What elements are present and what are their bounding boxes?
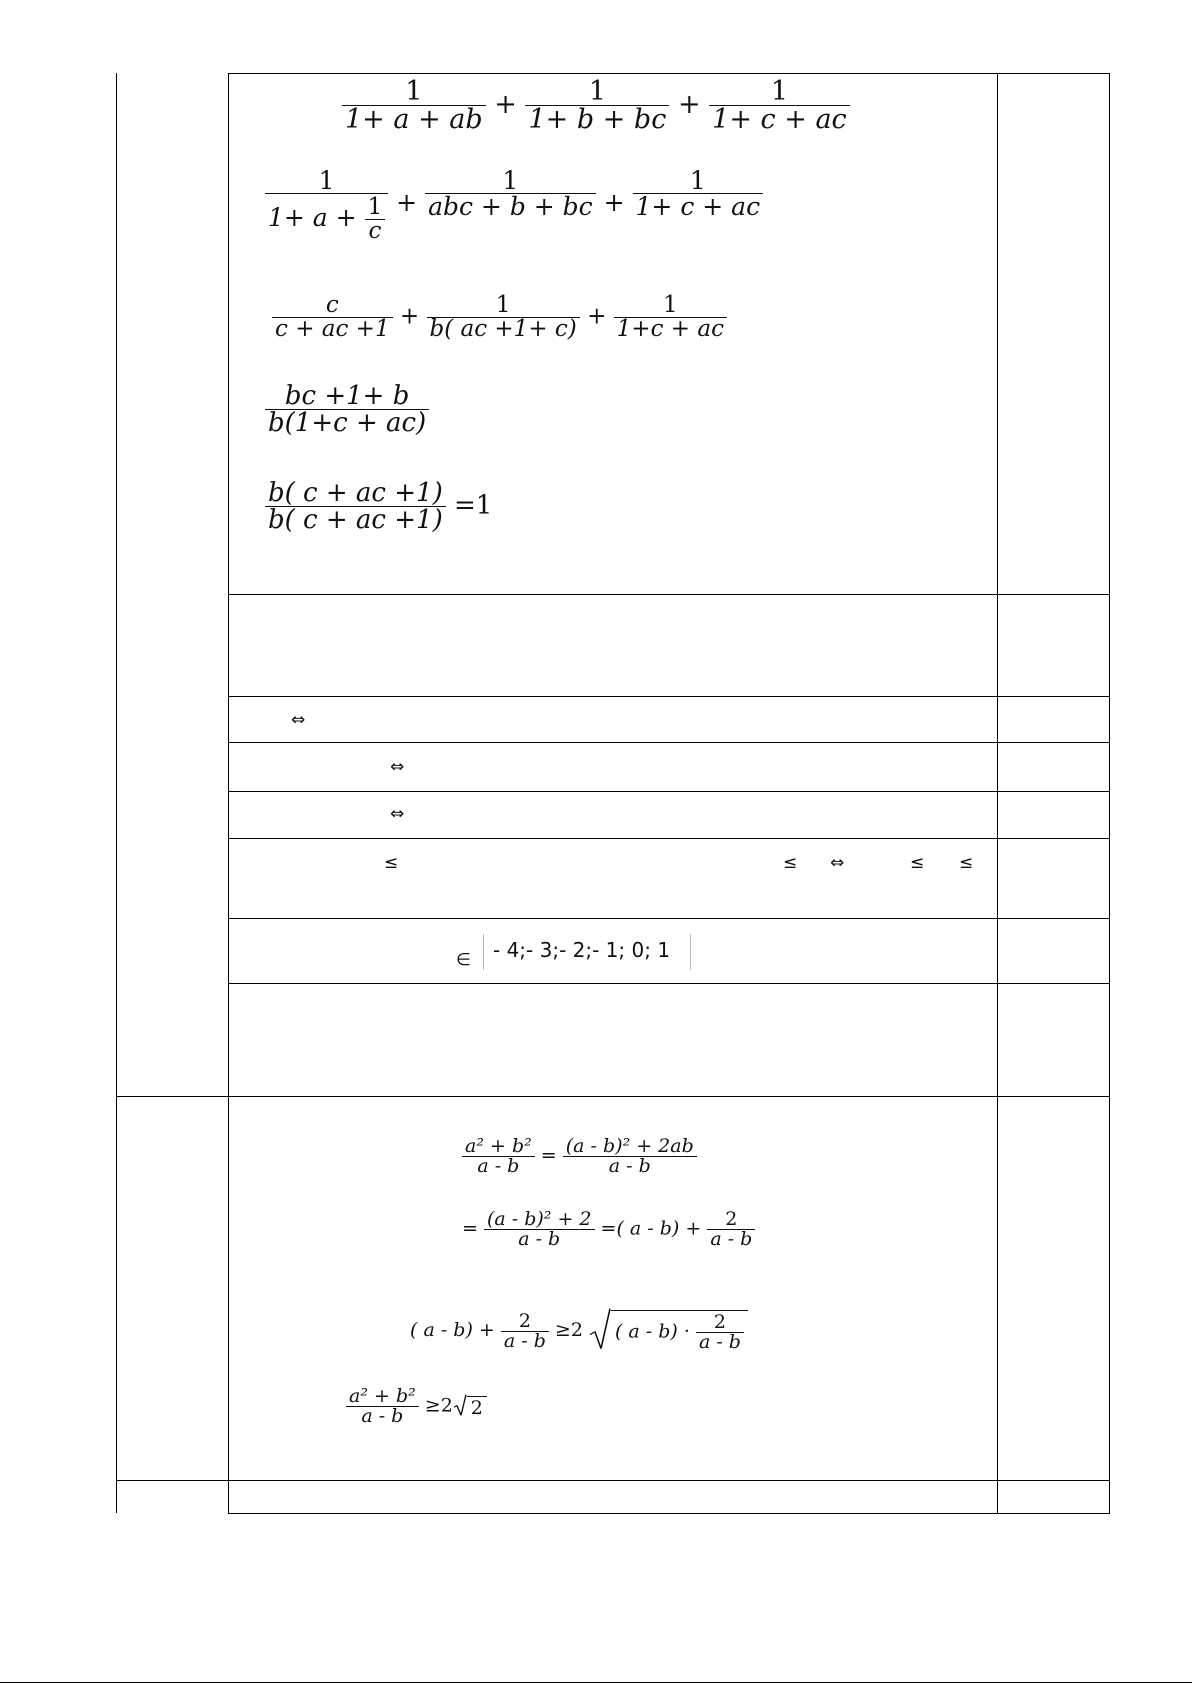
row-line-2 <box>228 696 1110 697</box>
le-symbol: ≤ <box>384 853 399 873</box>
numerator: a² + b² <box>346 1387 419 1407</box>
denominator-text: 1+ a + <box>268 203 357 232</box>
ge-sign: ≥2 <box>424 1394 453 1417</box>
denominator: 1+ c + ac <box>712 104 847 135</box>
fraction <box>707 1210 755 1249</box>
row-line-3 <box>228 742 1110 743</box>
radical-sign-icon <box>453 1394 467 1416</box>
fraction <box>272 294 393 341</box>
numerator: bc +1+ b <box>265 383 429 410</box>
denominator: b( ac +1+ c) <box>429 316 577 342</box>
fraction <box>425 168 596 219</box>
column-divider-2 <box>997 73 998 1513</box>
fraction <box>484 1210 595 1249</box>
fraction <box>614 294 727 341</box>
equation-line-1 <box>342 78 850 133</box>
fraction <box>427 294 580 341</box>
denominator: 1+c + ac <box>616 316 724 342</box>
final-inequality <box>346 1387 487 1426</box>
radicand <box>611 1310 748 1352</box>
nested-fraction <box>365 196 386 243</box>
denominator: 1+ b + bc <box>528 104 667 135</box>
expression: ( a - b) · <box>614 1320 690 1343</box>
numerator: 1 <box>425 168 596 194</box>
denominator: 1+ c + ac <box>635 192 761 221</box>
numerator: a² + b² <box>462 1137 535 1157</box>
numerator: (a - b)² + 2 <box>484 1210 595 1230</box>
plus-sign: + <box>396 188 418 217</box>
fraction <box>265 383 429 436</box>
denominator: b(1+c + ac) <box>268 408 427 438</box>
square-root <box>589 1310 748 1352</box>
fraction <box>462 1137 535 1176</box>
left-border-line <box>116 73 117 1513</box>
row-line-6 <box>228 918 1110 919</box>
denominator: c <box>368 218 382 244</box>
fraction <box>265 480 446 533</box>
numerator: 1 <box>342 78 486 106</box>
set-right-bracket <box>690 934 691 970</box>
numerator: (a - b)² + 2ab <box>563 1137 697 1157</box>
denominator: a - b <box>518 1228 561 1250</box>
plus-sign: + <box>677 89 701 120</box>
iff-symbol: ⇔ <box>291 710 306 730</box>
equation-line-2 <box>265 168 763 243</box>
le-symbol: ≤ <box>910 853 925 873</box>
fraction <box>265 168 388 243</box>
denominator: a - b <box>698 1331 741 1353</box>
plus-sign: + <box>399 303 420 330</box>
plus-sign: + <box>603 188 625 217</box>
equation-line-4 <box>265 383 429 436</box>
iff-symbol: ⇔ <box>390 757 405 777</box>
fraction <box>346 1387 419 1426</box>
denominator: a - b <box>361 1405 404 1427</box>
row-line-7 <box>228 983 1110 984</box>
fraction <box>501 1309 549 1352</box>
row-line-5 <box>228 838 1110 839</box>
numerator: b( c + ac +1) <box>265 480 446 507</box>
row-line-bottom <box>228 1513 1110 1514</box>
plus-sign: + <box>587 303 607 330</box>
fraction <box>709 78 850 133</box>
numerator: 1 <box>709 78 850 106</box>
iff-symbol: ⇔ <box>830 853 845 873</box>
fraction <box>696 1313 744 1352</box>
expression: ( a - b) + <box>410 1319 495 1341</box>
denominator: abc + b + bc <box>428 192 593 221</box>
numerator: 1 <box>633 168 764 194</box>
denominator: b( c + ac +1) <box>268 505 443 535</box>
identity-line-2 <box>462 1210 755 1249</box>
square-root <box>453 1396 487 1418</box>
numerator: 1 <box>525 78 669 106</box>
page-bottom-rule <box>0 1682 1192 1683</box>
numerator: 1 <box>265 168 388 194</box>
row-line-1 <box>228 594 1110 595</box>
denominator: c + ac +1 <box>275 316 390 342</box>
equals-sign: = <box>540 1144 557 1167</box>
row-line-top <box>228 73 1110 74</box>
equation-line-5 <box>265 480 492 533</box>
identity-line-1 <box>462 1137 697 1176</box>
denominator: a - b <box>477 1155 520 1177</box>
denominator <box>265 194 388 243</box>
denominator: a - b <box>710 1228 753 1250</box>
row-line-4 <box>228 791 1110 792</box>
le-symbol: ≤ <box>959 853 974 873</box>
numerator: c <box>272 294 393 318</box>
set-left-bracket <box>483 934 484 970</box>
am-gm-inequality <box>410 1310 748 1352</box>
fraction <box>563 1137 697 1176</box>
numerator: 1 <box>614 294 727 318</box>
fraction <box>633 168 764 219</box>
fraction <box>525 78 669 133</box>
row-line-8 <box>116 1096 1110 1097</box>
equals-sign: = <box>462 1217 478 1240</box>
equals-one: =1 <box>454 490 493 521</box>
numerator: 2 <box>501 1312 549 1332</box>
le-symbol: ≤ <box>783 853 798 873</box>
denominator: 1+ a + ab <box>345 104 483 135</box>
denominator: a - b <box>503 1329 546 1352</box>
element-of-symbol: ∈ <box>456 950 471 970</box>
right-border-line <box>1109 73 1110 1513</box>
iff-symbol: ⇔ <box>390 804 405 824</box>
numerator: 1 <box>365 196 386 220</box>
expression: =( a - b) + <box>600 1217 702 1240</box>
row-line-9 <box>116 1480 1110 1481</box>
numerator: 1 <box>427 294 580 318</box>
fraction <box>342 78 486 133</box>
ge-sign: ≥2 <box>554 1319 583 1341</box>
numerator: 2 <box>696 1313 744 1333</box>
integer-set: - 4;- 3;- 2;- 1; 0; 1 <box>493 938 671 962</box>
radical-sign-icon <box>589 1308 611 1350</box>
radicand: 2 <box>467 1396 487 1418</box>
plus-sign: + <box>494 89 517 120</box>
numerator: 2 <box>707 1210 755 1230</box>
column-divider-1 <box>228 73 229 1513</box>
denominator: a - b <box>608 1155 651 1177</box>
equation-line-3 <box>272 294 727 341</box>
